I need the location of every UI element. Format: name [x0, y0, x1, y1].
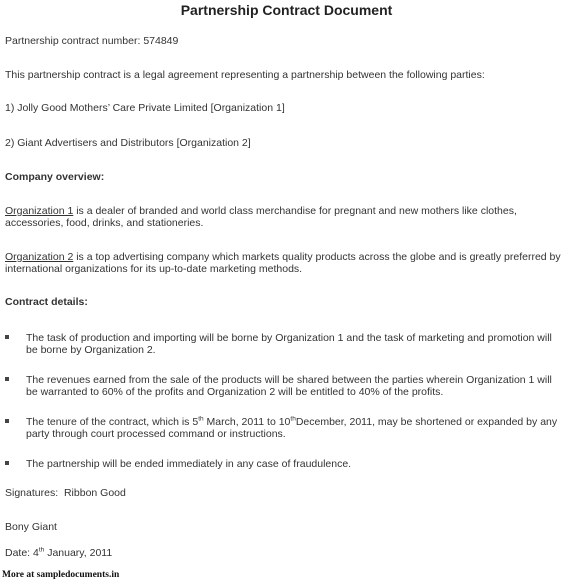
- contract-number: Partnership contract number: 574849: [5, 35, 179, 47]
- footer-link[interactable]: More at sampledocuments.in: [2, 570, 120, 580]
- bullet-icon: [5, 335, 9, 339]
- signatory-2: Bony Giant: [5, 521, 57, 533]
- company-overview-heading: Company overview:: [5, 171, 105, 183]
- contract-item-1: The task of production and importing will be borne by Organization 1 and the task of marketing and promotion will be borne by Organization 2.: [26, 332, 552, 356]
- party-1: 1) Jolly Good Mothers’ Care Private Limited [Organization 1]: [5, 102, 285, 114]
- signatory-1: Ribbon Good: [63, 487, 126, 499]
- bullet-icon: [5, 461, 9, 465]
- org2-label: Organization 2: [5, 251, 74, 263]
- signatures-line: [5, 487, 126, 499]
- contract-item-4: The partnership will be ended immediately in any case of fraudulence.: [26, 458, 352, 470]
- org1-label: Organization 1: [5, 205, 74, 217]
- party-2: 2) Giant Advertisers and Distributors [Organization 2]: [5, 137, 251, 149]
- org2-overview: [5, 251, 565, 275]
- intro-paragraph: This partnership contract is a legal agreement representing a partnership between the following parties:: [5, 69, 485, 81]
- signatures-label: Signatures:: [5, 487, 59, 499]
- org2-description: is a top advertising company which markets quality products across the globe and is greatly preferred by international organizations for its up-to-date marketing methods.: [5, 251, 561, 275]
- contract-item-3: The tenure of the contract, which is 5th March, 2011 to 10thDecember, 2011, may be shortened or expanded by any party through court processed command or instructions.: [26, 415, 558, 440]
- bullet-icon: [5, 419, 9, 423]
- date-line: Date: 4th January, 2011: [5, 546, 113, 559]
- bullet-icon: [5, 377, 9, 381]
- contract-item-2: The revenues earned from the sale of the products will be shared between the parties wherein Organization 1 will be warranted to 60% of the profits and Organization 2 will be entitled to 40% of the profits.: [26, 374, 552, 398]
- document-title: Partnership Contract Document: [180, 2, 393, 18]
- org1-description: is a dealer of branded and world class merchandise for pregnant and new mothers like clothes, accessories, food, drinks, and stationeries.: [5, 205, 517, 229]
- contract-details-heading: Contract details:: [5, 296, 88, 308]
- org1-overview: [5, 205, 565, 229]
